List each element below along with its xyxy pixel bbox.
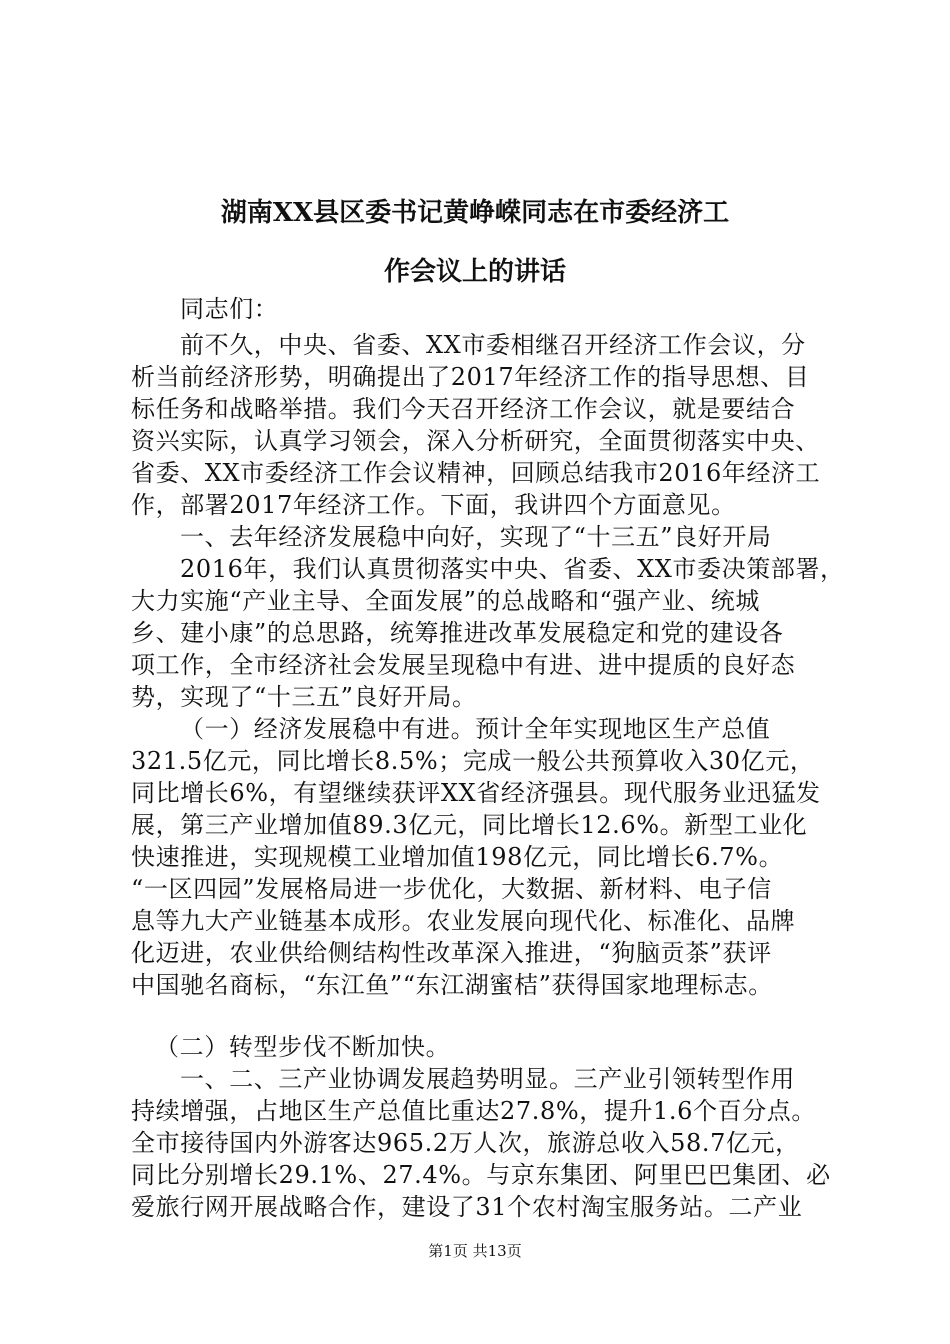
- paragraph-line: 前不久，中央、省委、XX市委相继召开经济工作会议，分: [180, 331, 806, 359]
- paragraph-line: 息等九大产业链基本成形。农业发展向现代化、标准化、品牌: [131, 907, 796, 935]
- paragraph-line: 乡、建小康”的总思路，统筹推进改革发展稳定和党的建设各: [131, 619, 784, 647]
- paragraph-line: 同比分别增长29.1%、27.4%。与京东集团、阿里巴巴集团、必: [131, 1161, 831, 1189]
- paragraph-line: 大力实施“产业主导、全面发展”的总战略和“强产业、统城: [131, 587, 761, 615]
- paragraph-line: 同比增长6%，有望继续获评XX省经济强县。现代服务业迅猛发: [131, 779, 821, 807]
- paragraph-line: 作，部署2017年经济工作。下面，我讲四个方面意见。: [131, 491, 736, 519]
- paragraph-line: 321.5亿元，同比增长8.5%；完成一般公共预算收入30亿元，: [131, 747, 815, 775]
- paragraph-line: 展，第三产业增加值89.3亿元，同比增长12.6%。新型工业化: [131, 811, 808, 839]
- paragraph-line: 析当前经济形势，明确提出了2017年经济工作的指导思想、目: [131, 363, 810, 391]
- paragraph-line: 全市接待国内外游客达965.2万人次，旅游总收入58.7亿元，: [131, 1129, 800, 1157]
- paragraph-line: （一）经济发展稳中有进。预计全年实现地区生产总值: [180, 715, 771, 743]
- paragraph-line: 资兴实际，认真学习领会，深入分析研究，全面贯彻落实中央、: [131, 427, 820, 455]
- paragraph-line: 化迈进，农业供给侧结构性改革深入推进，“狗脑贡茶”获评: [131, 939, 772, 967]
- paragraph-line: 一、二、三产业协调发展趋势明显。三产业引领转型作用: [180, 1065, 795, 1093]
- section-heading: 一、去年经济发展稳中向好，实现了“十三五”良好开局: [180, 523, 772, 551]
- paragraph-line: 爱旅行网开展战略合作，建设了31个农村淘宝服务站。二产业: [131, 1193, 803, 1221]
- document-title-line-2: 作会议上的讲话: [383, 257, 566, 287]
- section-heading: （二）转型步伐不断加快。: [155, 1033, 451, 1061]
- paragraph-line: 快速推进，实现规模工业增加值198亿元，同比增长6.7%。: [131, 843, 784, 871]
- paragraph-line: 2016年，我们认真贯彻落实中央、省委、XX市委决策部署，: [180, 555, 845, 583]
- document-title-line-1: 湖南XX县区委书记黄峥嵘同志在市委经济工: [220, 198, 730, 228]
- paragraph-line: 省委、XX市委经济工作会议精神，回顾总结我市2016年经济工: [131, 459, 821, 487]
- paragraph-line: 势，实现了“十三五”良好开局。: [131, 683, 477, 711]
- paragraph-line: 项工作，全市经济社会发展呈现稳中有进、进中提质的良好态: [131, 651, 796, 679]
- paragraph-line: 持续增强，占地区生产总值比重达27.8%，提升1.6个百分点。: [131, 1097, 817, 1125]
- salutation: 同志们：: [180, 295, 279, 323]
- paragraph-line: “一区四园”发展格局进一步优化，大数据、新材料、电子信: [131, 875, 772, 903]
- page-number: 第1页 共13页: [428, 1242, 522, 1260]
- paragraph-line: 标任务和战略举措。我们今天召开经济工作会议，就是要结合: [131, 395, 796, 423]
- paragraph-line: 中国驰名商标，“东江鱼”“东江湖蜜桔”获得国家地理标志。: [131, 971, 773, 999]
